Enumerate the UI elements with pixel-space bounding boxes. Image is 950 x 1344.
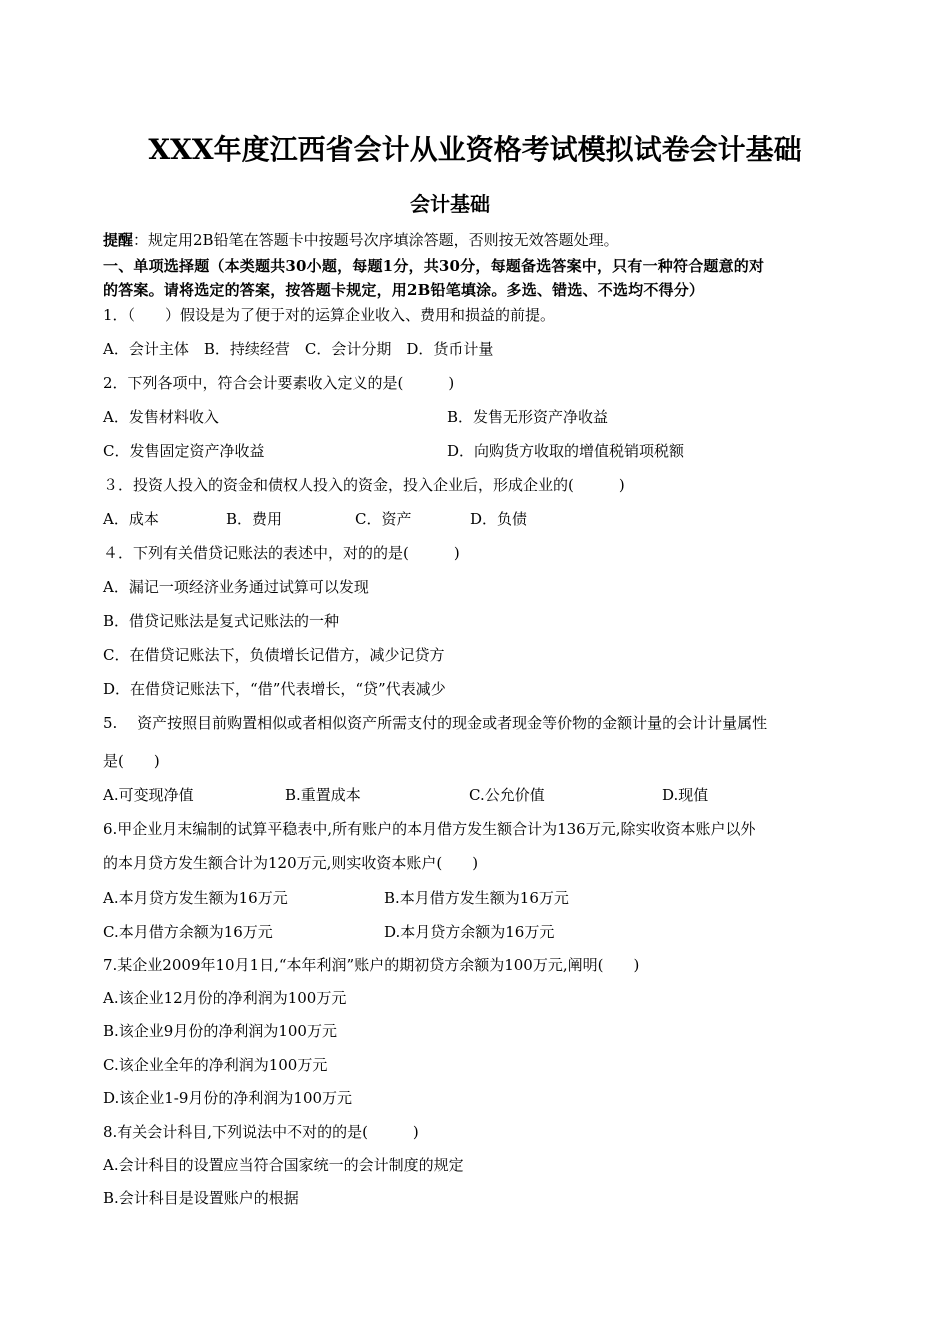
question-2-option-c: C．发售固定资产净收益 — [103, 442, 265, 460]
question-2-option-a: A．发售材料收入 — [103, 408, 219, 426]
question-2-option-d: D．向购货方收取的增值税销项税额 — [447, 442, 685, 460]
question-2-option-b: B．发售无形资产净收益 — [447, 408, 609, 426]
question-3-stem: ３．投资人投入的资金和债权人投入的资金，投入企业后，形成企业的( ) — [103, 476, 625, 494]
tip-label: 提醒 — [103, 231, 134, 249]
question-7-option-c: C.该企业全年的净利润为100万元 — [103, 1056, 328, 1074]
question-8-option-a: A.会计科目的设置应当符合国家统一的会计制度的规定 — [103, 1156, 464, 1174]
question-7-option-b: B.该企业9月份的净利润为100万元 — [103, 1022, 337, 1040]
question-8-stem: 8.有关会计科目,下列说法中不对的的是( ) — [103, 1123, 419, 1141]
question-6-option-b: B.本月借方发生额为16万元 — [384, 889, 569, 907]
question-5-stem-line2: 是( ) — [103, 752, 160, 770]
question-4-option-b: B．借贷记账法是复式记账法的一种 — [103, 612, 340, 630]
question-7-stem: 7.某企业2009年10月1日,“本年利润”账户的期初贷方余额为100万元,阐明( ) — [103, 956, 640, 974]
question-6-option-a: A.本月贷方发生额为16万元 — [103, 889, 288, 907]
question-1-options: A．会计主体 B．持续经营 C．会计分期 D．货币计量 — [103, 340, 494, 358]
question-6-stem-line2: 的本月贷方发生额合计为120万元,则实收资本账户( ) — [103, 854, 479, 872]
tip-text: ：规定用2B铅笔在答题卡中按题号次序填涂答题，否则按无效答题处理。 — [133, 231, 619, 249]
question-4-option-a: A．漏记一项经济业务通过试算可以发现 — [103, 578, 369, 596]
question-6-option-c: C.本月借方余额为16万元 — [103, 923, 273, 941]
question-1-stem: 1．（ ）假设是为了便于对的运算企业收入、费用和损益的前提。 — [103, 306, 556, 324]
question-6-stem-line1: 6.甲企业月末编制的试算平稳表中,所有账户的本月借方发生额合计为136万元,除实收资本账户以外 — [103, 820, 756, 838]
document-subtitle: 会计基础 — [410, 192, 490, 216]
question-5-stem-line1: 5. 资产按照目前购置相似或者相似资产所需支付的现金或者现金等价物的金额计量的会计计量属性 — [103, 714, 768, 732]
question-3-option-c: C．资产 — [355, 510, 412, 528]
question-7-option-a: A.该企业12月份的净利润为100万元 — [103, 989, 347, 1007]
question-5-option-b: B.重置成本 — [285, 786, 361, 804]
question-4-option-d: D．在借贷记账法下，“借”代表增长，“贷”代表减少 — [103, 680, 446, 698]
tip-line — [103, 230, 619, 250]
question-3-option-d: D．负债 — [470, 510, 528, 528]
question-8-option-b: B.会计科目是设置账户的根据 — [103, 1189, 299, 1207]
question-5-option-c: C.公允价值 — [469, 786, 545, 804]
question-4-stem: ４．下列有关借贷记账法的表述中，对的的是( ) — [103, 544, 460, 562]
question-3-option-b: B．费用 — [226, 510, 283, 528]
question-2-stem: 2．下列各项中，符合会计要素收入定义的是( ) — [103, 374, 455, 392]
question-5-option-d: D.现值 — [662, 786, 709, 804]
question-6-option-d: D.本月贷方余额为16万元 — [384, 923, 555, 941]
question-3-option-a: A．成本 — [103, 510, 159, 528]
question-5-option-a: A.可变现净值 — [103, 786, 194, 804]
question-7-option-d: D.该企业1-9月份的净利润为100万元 — [103, 1089, 353, 1107]
section-heading-line1: 一、单项选择题（本类题共30小题，每题1分，共30分，每题备选答案中，只有一种符合题意的对 — [103, 257, 765, 275]
section-heading-line2: 的答案。请将选定的答案，按答题卡规定，用2B铅笔填涂。多选、错选、不选均不得分） — [103, 281, 705, 299]
document-title: XXX年度江西省会计从业资格考试模拟试卷会计基础 — [148, 133, 802, 166]
question-4-option-c: C．在借贷记账法下，负债增长记借方，减少记贷方 — [103, 646, 445, 664]
